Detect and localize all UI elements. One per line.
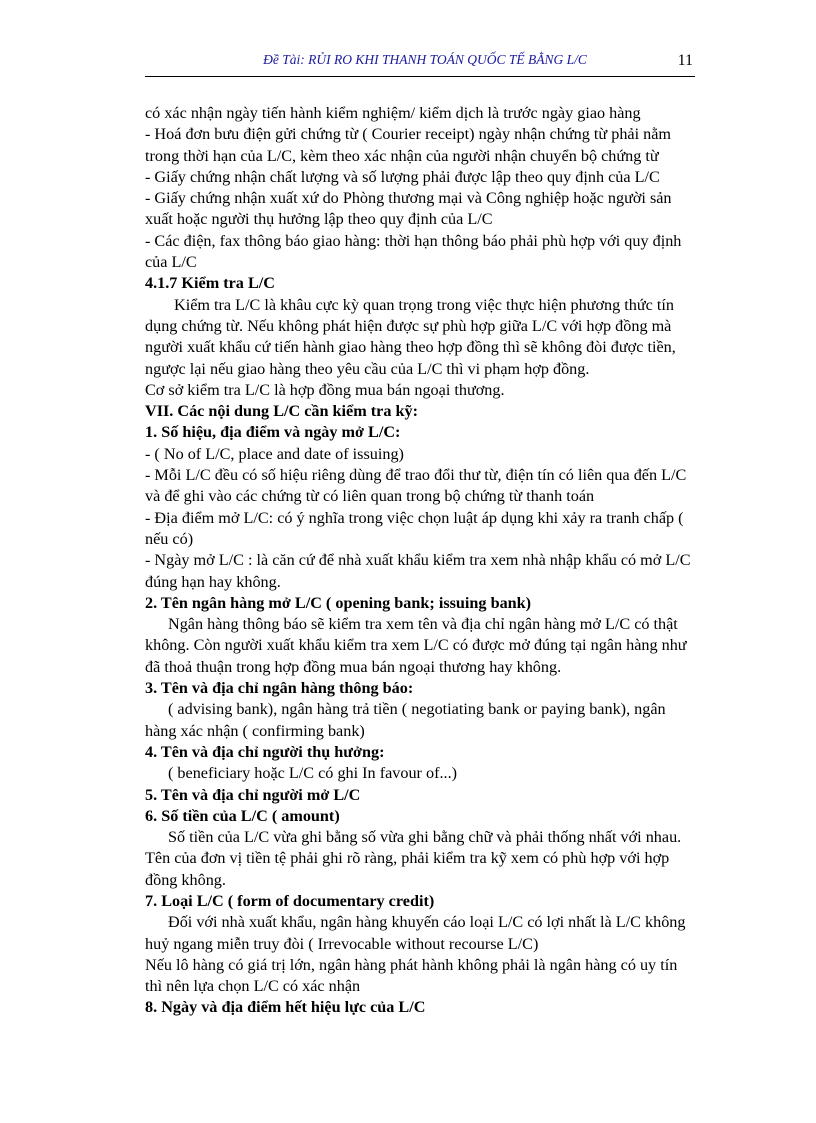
text-line: dụng chứng từ. Nếu không phát hiện được sự phù hợp giữa L/C với hợp đồng mà — [145, 316, 672, 335]
text-line: ngược lại nếu giao hàng theo yêu cầu của L/C thì vi phạm hợp đồng. — [145, 359, 590, 378]
text-line: Ngân hàng thông báo sẽ kiểm tra xem tên và địa chỉ ngân hàng mở L/C có thật — [168, 615, 678, 634]
text-line: - Giấy chứng nhận chất lượng và số lượng phải được lập theo quy định của L/C — [145, 167, 660, 186]
text-line: Cơ sở kiểm tra L/C là hợp đồng mua bán ngoại thương. — [145, 380, 505, 399]
text-line: không. Còn người xuất khẩu kiểm tra xem L/C có được mở đúng tại ngân hàng như — [145, 636, 687, 655]
text-line: đồng không. — [145, 870, 226, 889]
text-line: nếu có) — [145, 529, 194, 548]
text-line: Tên của đơn vị tiền tệ phải ghi rõ ràng, phải kiểm tra kỹ xem có phù hợp với hợp — [145, 849, 670, 868]
text-line: ( advising bank), ngân hàng trả tiền ( negotiating bank or paying bank), ngân — [168, 700, 666, 719]
header-divider — [145, 76, 695, 77]
text-line: - Địa điểm mở L/C: có ý nghĩa trong việc chọn luật áp dụng khi xảy ra tranh chấp ( — [145, 508, 684, 527]
section-heading: 4.1.7 Kiểm tra L/C — [145, 274, 275, 293]
section-heading: 7. Loại L/C ( form of documentary credit) — [145, 891, 435, 910]
section-heading: 2. Tên ngân hàng mở L/C ( opening bank; issuing bank) — [145, 593, 532, 612]
page-header — [145, 50, 733, 74]
text-line: ( beneficiary hoặc L/C có ghi In favour of...) — [168, 764, 458, 783]
text-line: xuất hoặc người thụ hưởng lập theo quy định của L/C — [145, 210, 493, 229]
text-line: đã thoả thuận trong hợp đồng mua bán ngoại thương hay không. — [145, 657, 562, 676]
page-body — [145, 103, 735, 1019]
section-heading: 3. Tên và địa chỉ ngân hàng thông báo: — [145, 679, 414, 698]
section-heading: VII. Các nội dung L/C cần kiểm tra kỹ: — [145, 402, 418, 421]
text-line: - Giấy chứng nhận xuất xứ do Phòng thương mại và Công nghiệp hoặc người sản — [145, 189, 672, 208]
document-title: Đề Tài: RỦI RO KHI THANH TOÁN QUỐC TẾ BẰNG L/C — [263, 52, 587, 67]
text-line: thì nên lựa chọn L/C có xác nhận — [145, 977, 361, 996]
text-line: - Mỗi L/C đều có số hiệu riêng dùng để trao đổi thư từ, điện tín có liên qua đến L/C — [145, 466, 687, 485]
text-line: trong thời hạn của L/C, kèm theo xác nhận của người nhận chuyển bộ chứng từ — [145, 146, 659, 165]
text-line: huỷ ngang miễn truy đòi ( Irrevocable without recourse L/C) — [145, 934, 539, 953]
text-line: - Các điện, fax thông báo giao hàng: thời hạn thông báo phải phù hợp với quy định — [145, 231, 682, 250]
section-heading: 1. Số hiệu, địa điểm và ngày mở L/C: — [145, 423, 401, 442]
text-line: và để ghi vào các chứng từ có liên quan trong bộ chứng từ thanh toán — [145, 487, 595, 506]
text-line: đúng hạn hay không. — [145, 572, 281, 591]
text-line: Số tiền của L/C vừa ghi bằng số vừa ghi bằng chữ và phải thống nhất với nhau. — [168, 828, 682, 847]
page-number: 11 — [677, 52, 693, 69]
section-heading: 6. Số tiền của L/C ( amount) — [145, 806, 340, 825]
section-heading: 5. Tên và địa chỉ người mở L/C — [145, 785, 361, 804]
text-line: có xác nhận ngày tiến hành kiểm nghiệm/ kiểm dịch là trước ngày giao hàng — [145, 104, 641, 122]
section-heading: 4. Tên và địa chỉ người thụ hưởng: — [145, 742, 385, 761]
text-line: - Ngày mở L/C : là căn cứ để nhà xuất khẩu kiểm tra xem nhà nhập khẩu có mở L/C — [145, 551, 691, 570]
text-line: - Hoá đơn bưu điện gửi chứng từ ( Courier receipt) ngày nhận chứng từ phải nằm — [145, 125, 672, 144]
text-line: hàng xác nhận ( confirming bank) — [145, 721, 365, 740]
text-line: - ( No of L/C, place and date of issuing) — [145, 444, 404, 463]
text-line: người xuất khẩu cứ tiến hành giao hàng theo hợp đồng thì sẽ không đòi được tiền, — [145, 338, 676, 357]
text-line: của L/C — [145, 253, 197, 272]
text-line: Đối với nhà xuất khẩu, ngân hàng khuyến cáo loại L/C có lợi nhất là L/C không — [168, 913, 686, 932]
text-line: Nếu lô hàng có giá trị lớn, ngân hàng phát hành không phải là ngân hàng có uy tín — [145, 955, 678, 974]
text-line: Kiểm tra L/C là khâu cực kỳ quan trọng trong việc thực hiện phương thức tín — [174, 295, 674, 314]
section-heading: 8. Ngày và địa điểm hết hiệu lực của L/C — [145, 998, 426, 1017]
